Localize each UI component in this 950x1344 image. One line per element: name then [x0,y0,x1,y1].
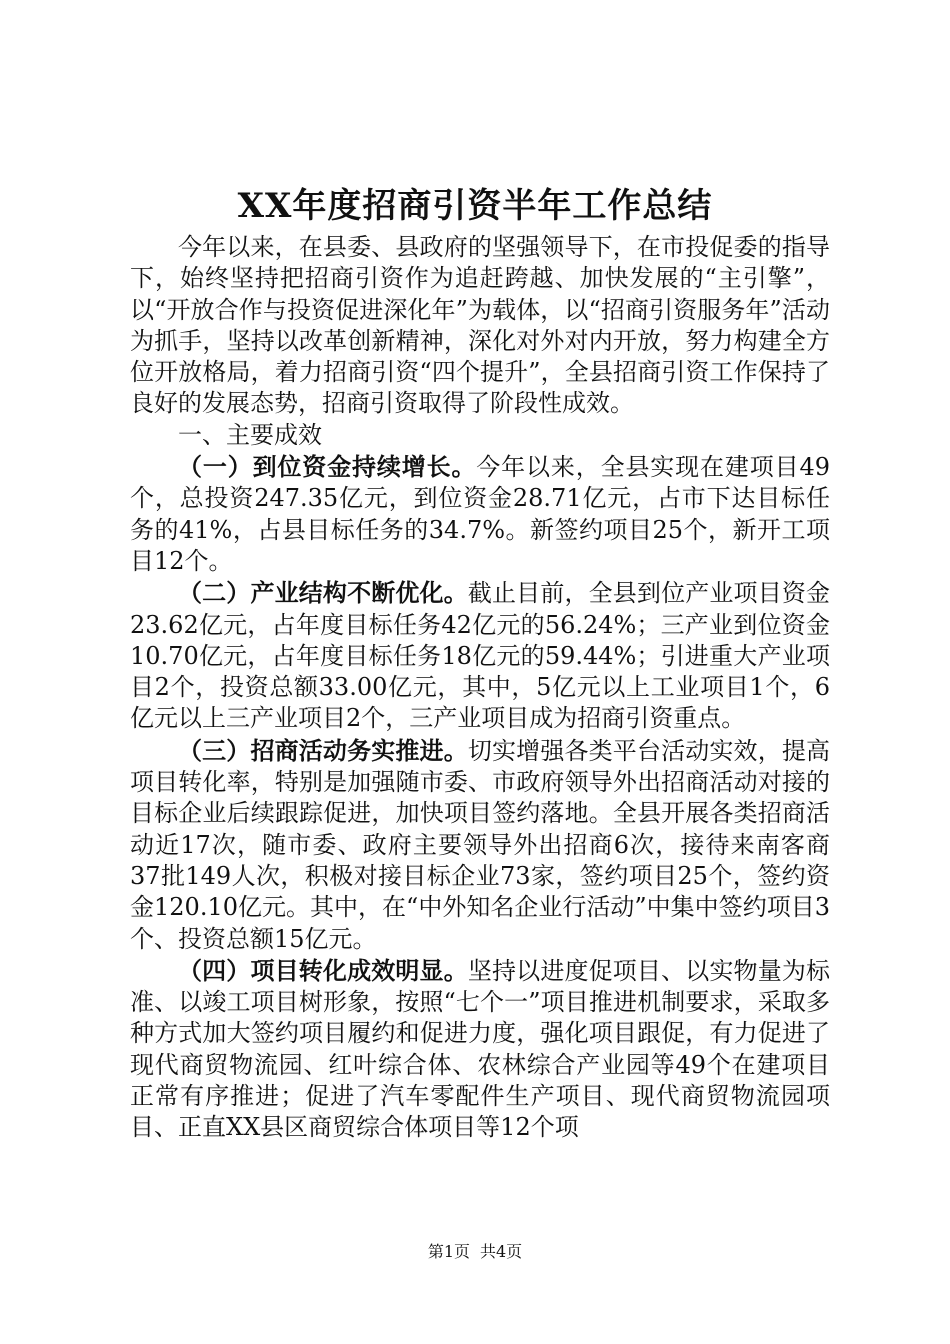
achievement-paragraph-2 [130,577,830,734]
paragraph-lead: （四）项目转化成效明显。 [178,955,468,985]
paragraph-text: 截止目前，全县到位产业项目资金23.62亿元，占年度目标任务42亿元的56.24%；三产业到位资金10.70亿元，占年度目标任务18亿元的59.44%；引进重大产业项目2个，投资总额33.00亿元，其中，5亿元以上工业项目1个，6亿元以上三产业项目2个，三产业项目成为招商引资重点。 [130,579,831,733]
intro-paragraph: 今年以来，在县委、县政府的坚强领导下，在市投促委的指导下，始终坚持把招商引资作为追赶跨越、加快发展的“主引擎”，以“开放合作与投资促进深化年”为载体，以“招商引资服务年”活动为抓手，坚持以改革创新精神，深化对外对内开放，努力构建全方位开放格局，着力招商引资“四个提升”，全县招商引资工作保持了良好的发展态势，招商引资取得了阶段性成效。 [130,233,830,418]
achievement-paragraph-4 [130,955,830,1144]
page-total: 共4页 [480,1242,523,1261]
paragraph-lead: （二）产业结构不断优化。 [178,578,468,608]
paragraph-text: 今年以来，全县实现在建项目49个，总投资247.35亿元，到位资金28.71亿元，占市下达目标任务的41%，占县目标任务的34.7%。新签约项目25个，新开工项目12个。 [130,453,830,575]
page-number: 第1页 [427,1242,470,1261]
paragraph-lead: （一）到位资金持续增长。 [178,452,477,482]
paragraph-lead: （三）招商活动务实推进。 [178,735,468,765]
achievement-paragraph-1 [130,451,830,577]
achievement-paragraph-3 [130,735,830,955]
document-title: XX年度招商引资半年工作总结 [237,186,713,226]
document-body [130,232,830,1144]
page-footer [0,1240,950,1264]
paragraph-text: 切实增强各类平台活动实效，提高项目转化率，特别是加强随市委、市政府领导外出招商活动对接的目标企业后续跟踪促进，加快项目签约落地。全县开展各类招商活动近17次，随市委、政府主要领导外出招商6次，接待来南客商37批149人次，积极对接目标企业73家，签约项目25个，签约资金120.10亿元。其中，在“中外知名企业行活动”中集中签约项目3个、投资总额15亿元。 [130,736,831,953]
section-heading: 一、主要成效 [178,420,322,449]
paragraph-text: 坚持以进度促项目、以实物量为标准、以竣工项目树形象，按照“七个一”项目推进机制要求，采取多种方式加大签约项目履约和促进力度，强化项目跟促，有力促进了现代商贸物流园、红叶综合体、农林综合产业园等49个在建项目正常有序推进；促进了汽车零配件生产项目、现代商贸物流园项目、正直XX县区商贸综合体项目等12个项 [130,956,831,1142]
